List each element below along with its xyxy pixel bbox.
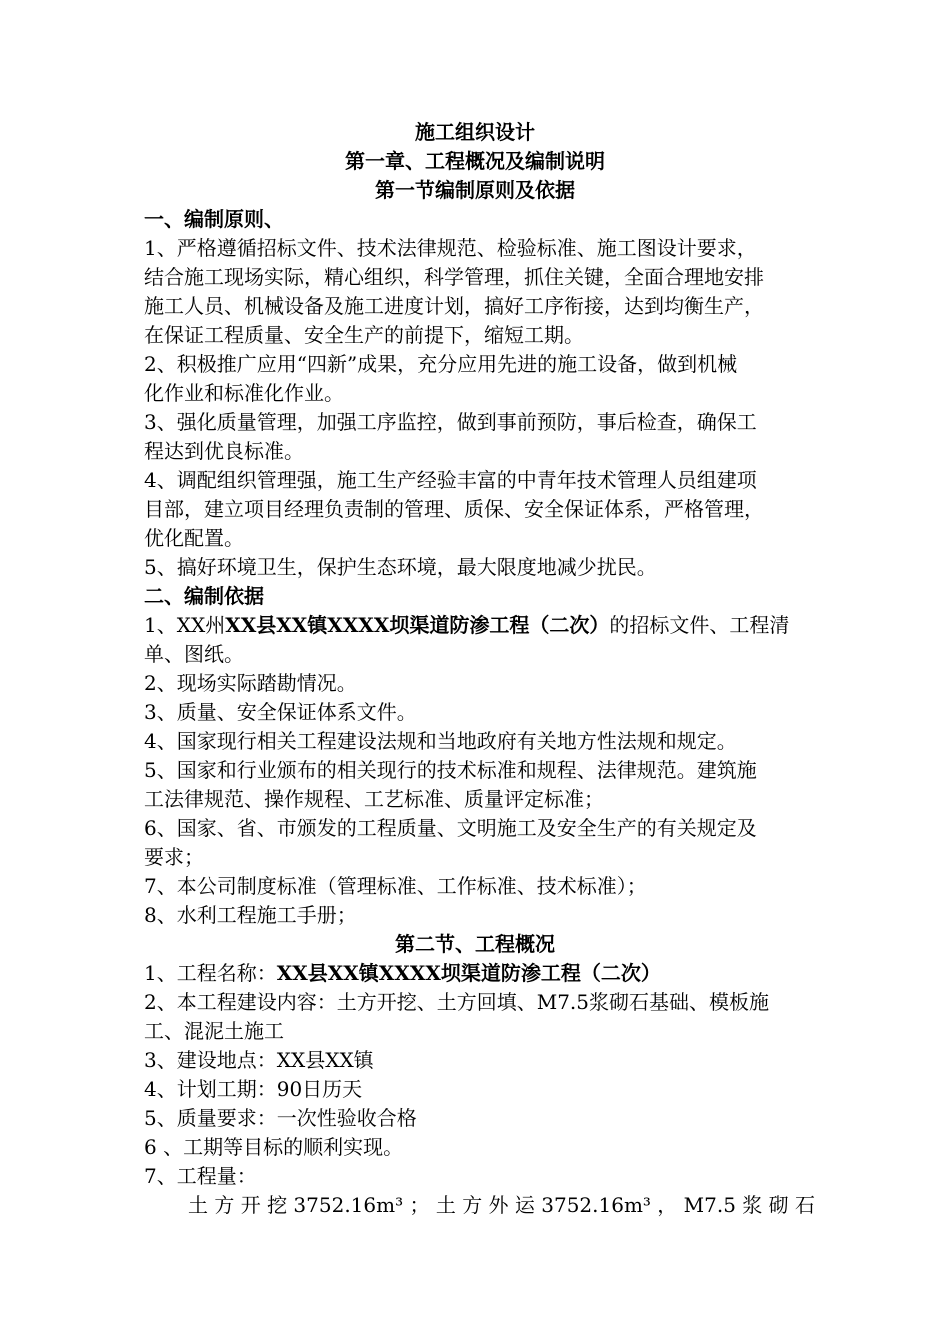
paragraph-line: 3、强化质量管理，加强工序监控，做到事前预防，事后检查，确保工: [144, 410, 757, 434]
paragraph-line: 结合施工现场实际，精心组织，科学管理，抓住关键，全面合理地安排: [144, 265, 764, 289]
paragraph-line: 在保证工程质量、安全生产的前提下，缩短工期。: [144, 323, 584, 347]
paragraph-line: 4、计划工期：90日历天: [144, 1077, 363, 1101]
paragraph-line: 2、积极推广应用“四新”成果，充分应用先进的施工设备，做到机械: [144, 352, 738, 376]
paragraph-line: 5、国家和行业颁布的相关现行的技术标准和规程、法律规范。建筑施: [144, 758, 757, 782]
section-2-title: 第二节、工程概况: [395, 932, 555, 956]
basis-item-1-prefix: 1、XX州: [144, 613, 226, 637]
paragraph-line: 7、本公司制度标准（管理标准、工作标准、技术标准）；: [144, 874, 647, 898]
section-1-title: 第一节编制原则及依据: [375, 178, 575, 202]
project-name-label: 1、工程名称：: [144, 961, 277, 985]
paragraph-line: 优化配置。: [144, 526, 244, 550]
paragraph-line: 6 、工期等目标的顺利实现。: [144, 1135, 404, 1159]
paragraph-line: 单、图纸。: [144, 642, 244, 666]
principles-heading: 一、编制原则、: [144, 207, 284, 231]
project-name: XX县XX镇XXXX坝渠道防渗工程（二次）: [225, 613, 610, 637]
paragraph-line: 4、国家现行相关工程建设法规和当地政府有关地方性法规和规定。: [144, 729, 737, 753]
paragraph-line: 目部，建立项目经理负责制的管理、质保、安全保证体系，严格管理，: [144, 497, 764, 521]
basis-item-1-suffix: 的招标文件、工程清: [609, 613, 790, 637]
project-name-line: [144, 957, 661, 986]
paragraph-line: 3、质量、安全保证体系文件。: [144, 700, 417, 724]
paragraph-line: 1、严格遵循招标文件、技术法律规范、检验标准、施工图设计要求，: [144, 236, 757, 260]
basis-item-1: [144, 609, 789, 638]
paragraph-line: 施工人员、机械设备及施工进度计划，搞好工序衔接，达到均衡生产，: [144, 294, 764, 318]
paragraph-line: 化作业和标准化作业。: [144, 381, 344, 405]
paragraph-line: 4、调配组织管理强，施工生产经验丰富的中青年技术管理人员组建项: [144, 468, 757, 492]
paragraph-line: 8、水利工程施工手册；: [144, 903, 357, 927]
paragraph-line: 6、国家、省、市颁发的工程质量、文明施工及安全生产的有关规定及: [144, 816, 757, 840]
paragraph-line: 程达到优良标准。: [144, 439, 304, 463]
paragraph-line: 3、建设地点：XX县XX镇: [144, 1048, 374, 1072]
paragraph-line: 7、工程量：: [144, 1164, 257, 1188]
paragraph-line: 5、搞好环境卫生，保护生态环境，最大限度地减少扰民。: [144, 555, 657, 579]
quantity-line: 土 方 开 挖 3752.16m³ ； 土 方 外 运 3752.16m³ ， M7.5 浆 砌 石: [188, 1193, 816, 1217]
chapter-title: 第一章、工程概况及编制说明: [345, 149, 605, 173]
paragraph-line: 工法律规范、操作规程、工艺标准、质量评定标准；: [144, 787, 604, 811]
paragraph-line: 2、本工程建设内容：土方开挖、土方回填、M7.5浆砌石基础、模板施: [144, 990, 770, 1014]
project-name-value: XX县XX镇XXXX坝渠道防渗工程（二次）: [276, 961, 661, 985]
paragraph-line: 工、混泥土施工: [144, 1019, 284, 1043]
paragraph-line: 5、质量要求：一次性验收合格: [144, 1106, 417, 1130]
paragraph-line: 要求；: [144, 845, 204, 869]
document-title: 施工组织设计: [415, 120, 535, 144]
basis-heading: 二、编制依据: [144, 584, 264, 608]
paragraph-line: 2、现场实际踏勘情况。: [144, 671, 357, 695]
